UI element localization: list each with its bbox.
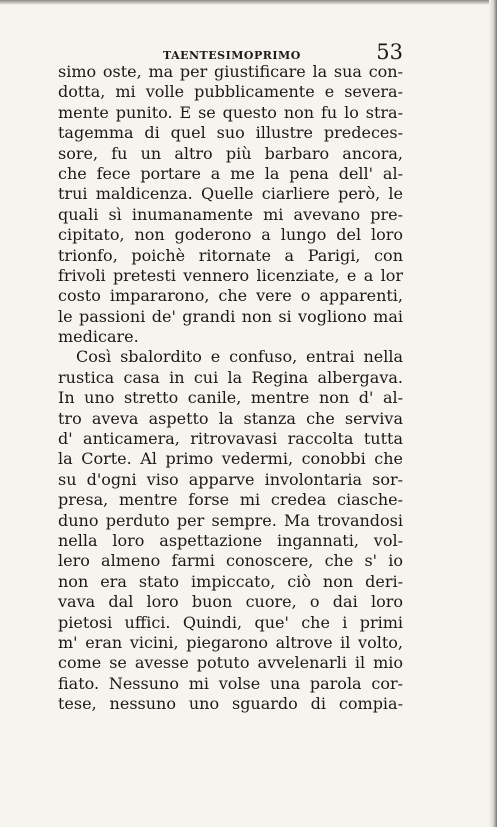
text-line: frivoli pretesti vennero licenziate, e a lor	[58, 265, 403, 285]
page-top-edge	[0, 0, 497, 5]
paragraph-continued	[58, 62, 403, 347]
text-line: Così sbalordito e confuso, entrai nella	[76, 347, 403, 367]
text-line: tagemma di quel suo illustre predeces-	[58, 123, 403, 143]
text-line: nella loro aspettazione ingannati, vol-	[58, 530, 403, 550]
text-line: vava dal loro buon cuore, o dai loro	[58, 592, 403, 612]
text-line: mente punito. E se questo non fu lo stra-	[58, 102, 403, 122]
text-line: tese, nessuno uno sguardo di compia-	[58, 694, 403, 714]
text-line: che fece portare a me la pena dell' al-	[58, 163, 403, 183]
text-line: pietosi uffici. Quindi, que' che i primi	[58, 612, 403, 632]
text-line: le passioni de' grandi non si vogliono mai	[58, 306, 403, 326]
text-line: quali sì inumanamente mi avevano pre-	[58, 204, 403, 224]
text-line: trionfo, poichè ritornate a Parigi, con	[58, 245, 403, 265]
text-line: dotta, mi volle pubblicamente e severa-	[58, 82, 403, 102]
page-gutter-shadow	[489, 0, 497, 827]
text-line: la Corte. Al primo vedermi, conobbi che	[58, 449, 403, 469]
text-line: medicare.	[58, 327, 139, 347]
text-line: non era stato impiccato, ciò non deri-	[58, 571, 403, 591]
text-line: simo oste, ma per giustificare la sua con-	[58, 62, 403, 81]
page-number: 53	[376, 40, 403, 64]
text-line: cipitato, non goderono a lungo del loro	[58, 225, 403, 245]
text-line: fiato. Nessuno mi volse una parola cor-	[58, 673, 403, 693]
body-text	[58, 62, 403, 715]
text-line: costo impararono, che vere o apparenti,	[58, 286, 403, 306]
text-line: lero almeno farmi conoscere, che s' io	[58, 551, 403, 571]
text-line: d' anticamera, ritrovavasi raccolta tutta	[58, 429, 403, 449]
text-line: trui maldicenza. Quelle ciarliere però, le	[58, 184, 403, 204]
text-line: tro aveva aspetto la stanza che serviva	[58, 408, 403, 428]
text-line: su d'ogni viso apparve involontaria sor-	[58, 469, 403, 489]
text-line: m' eran vicini, piegarono altrove il volto,	[58, 632, 403, 652]
text-line: In uno stretto canile, mentre non d' al-	[58, 388, 403, 408]
text-line: come se avesse potuto avvelenarli il mio	[58, 653, 403, 673]
text-line: sore, fu un altro più barbaro ancora,	[58, 143, 403, 163]
running-head: TAENTESIMOPRIMO	[163, 49, 301, 62]
paragraph-new	[58, 347, 403, 714]
text-line: presa, mentre forse mi credea ciasche-	[58, 490, 403, 510]
text-line: rustica casa in cui la Regina albergava.	[58, 367, 403, 387]
text-line: duno perduto per sempre. Ma trovandosi	[58, 510, 403, 530]
